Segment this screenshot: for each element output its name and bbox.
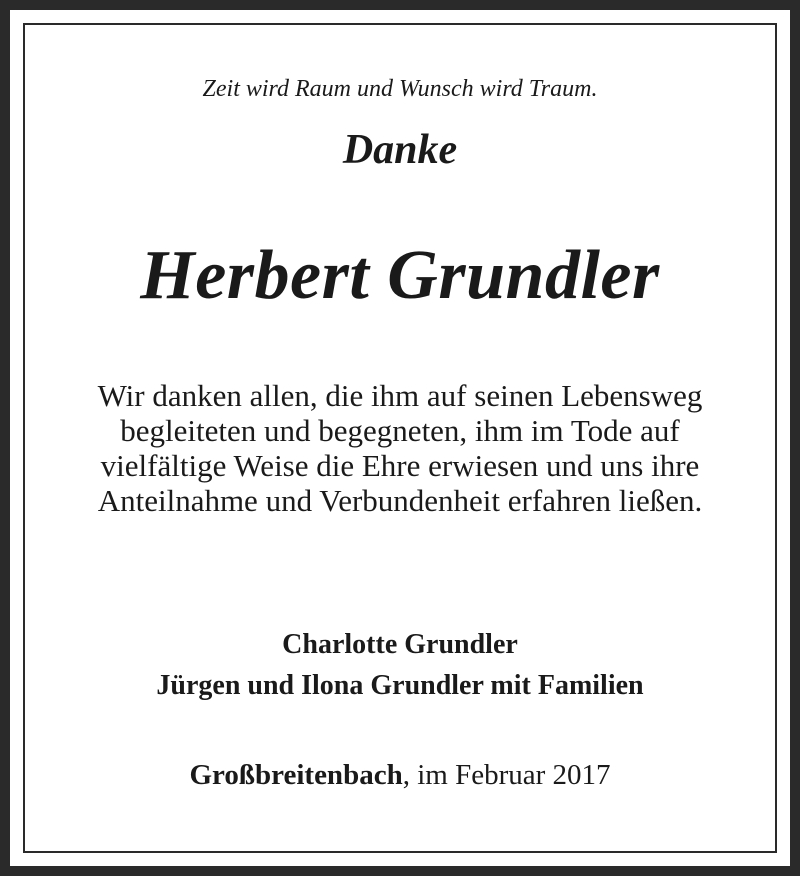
deceased-name: Herbert Grundler bbox=[140, 237, 660, 314]
message-line: Anteilnahme und Verbundenheit erfahren ließen. bbox=[97, 483, 703, 518]
message-line: begleiteten und begegneten, ihm im Tode auf bbox=[120, 413, 680, 448]
place-and-date bbox=[0, 757, 800, 793]
motto: Zeit wird Raum und Wunsch wird Traum. bbox=[202, 76, 598, 102]
signers bbox=[0, 624, 800, 706]
message-line: Wir danken allen, die ihm auf seinen Lebensweg bbox=[97, 378, 703, 413]
signer-name: Charlotte Grundler bbox=[282, 629, 518, 660]
date-text: , im Februar 2017 bbox=[402, 759, 611, 791]
thank-you-message bbox=[0, 378, 800, 518]
place-name: Großbreitenbach bbox=[189, 759, 403, 791]
message-line: vielfältige Weise die Ehre erwiesen und uns ihre bbox=[100, 448, 700, 483]
heading-danke: Danke bbox=[342, 127, 458, 173]
signer-name: Jürgen und Ilona Grundler mit Familien bbox=[156, 670, 644, 701]
